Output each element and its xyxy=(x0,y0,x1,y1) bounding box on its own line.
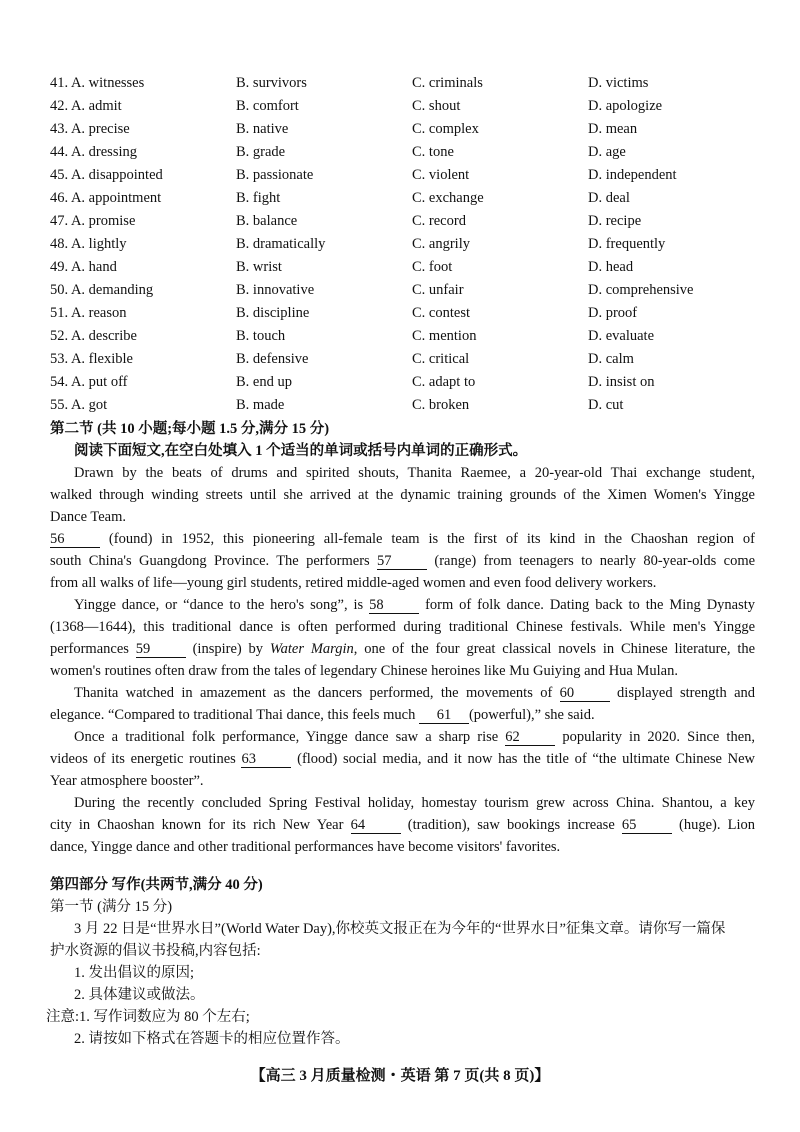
p3-line1: Yingge dance, or “dance to the hero's song”, is 58 form of folk dance. Dating back to the Ming Dynasty xyxy=(74,597,756,613)
option-c: C. tone xyxy=(412,144,454,160)
option-row xyxy=(50,279,788,302)
option-d: D. mean xyxy=(588,121,638,137)
blank-63[interactable]: 63 xyxy=(241,751,291,768)
option-row xyxy=(50,118,788,141)
option-row xyxy=(50,233,788,256)
option-b: B. fight xyxy=(236,190,281,206)
option-d: D. proof xyxy=(588,305,638,321)
option-a: 41. A. witnesses xyxy=(50,75,145,91)
task-line2: 护水资源的倡议书投稿,内容包括: xyxy=(50,943,261,959)
option-d: D. victims xyxy=(588,75,649,91)
option-row xyxy=(50,95,788,118)
task-item1: 1. 发出倡议的原因; xyxy=(74,965,195,981)
option-c: C. criminals xyxy=(412,75,483,91)
option-row xyxy=(50,164,788,187)
option-c: C. violent xyxy=(412,167,470,183)
option-a: 46. A. appointment xyxy=(50,190,162,206)
part4-heading: 第四部分 写作(共两节,满分 40 分) xyxy=(50,877,263,893)
option-d: D. head xyxy=(588,259,634,275)
option-c: C. record xyxy=(412,213,466,229)
option-d: D. deal xyxy=(588,190,630,206)
section2-instruction: 阅读下面短文,在空白处填入 1 个适当的单词或括号内单词的正确形式。 xyxy=(74,443,528,459)
option-d: D. evaluate xyxy=(588,328,655,344)
option-c: C. adapt to xyxy=(412,374,476,390)
p3-line3: performances 59 (inspire) by Water Margin, one of the four great classical novels in Chinese literature, the xyxy=(50,641,756,657)
option-row xyxy=(50,394,788,417)
option-b: B. grade xyxy=(236,144,286,160)
note-line1: 注意:1. 写作词数应为 80 个左右; xyxy=(46,1009,250,1025)
option-b: B. survivors xyxy=(236,75,307,91)
p2-line1: 56 (found) in 1952, this pioneering all-female team is the first of its kind in the Chaoshan region of xyxy=(50,531,756,547)
option-b: B. discipline xyxy=(236,305,310,321)
option-a: 50. A. demanding xyxy=(50,282,154,298)
option-c: C. exchange xyxy=(412,190,484,206)
p4-line2: elegance. “Compared to traditional Thai dance, this feels much 61 (powerful),” she said. xyxy=(50,707,595,723)
option-d: D. cut xyxy=(588,397,624,413)
task-item2: 2. 具体建议或做法。 xyxy=(74,987,205,1003)
option-d: D. insist on xyxy=(588,374,655,390)
option-row xyxy=(50,348,788,371)
section2-heading: 第二节 (共 10 小题;每小题 1.5 分,满分 15 分) xyxy=(50,421,330,437)
option-d: D. calm xyxy=(588,351,634,367)
part4-subheading: 第一节 (满分 15 分) xyxy=(50,899,173,915)
option-row xyxy=(50,325,788,348)
page-footer: 【高三 3 月质量检测・英语 第 7 页(共 8 页)】 xyxy=(250,1068,550,1084)
p5-line3: Year atmosphere booster”. xyxy=(50,773,204,789)
option-d: D. independent xyxy=(588,167,677,183)
option-a: 51. A. reason xyxy=(50,305,127,321)
option-d: D. frequently xyxy=(588,236,666,252)
p2-line2: south China's Guangdong Province. The performers 57 (range) from teenagers to nearly 80-year-olds come xyxy=(50,553,756,569)
option-a: 48. A. lightly xyxy=(50,236,127,252)
options-table xyxy=(50,72,788,417)
p6-line1: During the recently concluded Spring Festival holiday, homestay tourism grew across China. Shantou, a key xyxy=(74,795,755,811)
option-a: 47. A. promise xyxy=(50,213,136,229)
option-b: B. passionate xyxy=(236,167,314,183)
option-b: B. wrist xyxy=(236,259,282,275)
p5-line1: Once a traditional folk performance, Yingge dance saw a sharp rise 62 popularity in 2020. Since then, xyxy=(74,729,756,745)
option-c: C. angrily xyxy=(412,236,470,252)
option-b: B. comfort xyxy=(236,98,299,114)
option-a: 53. A. flexible xyxy=(50,351,133,367)
option-b: B. end up xyxy=(236,374,292,390)
option-row xyxy=(50,141,788,164)
option-b: B. made xyxy=(236,397,285,413)
option-d: D. apologize xyxy=(588,98,663,114)
blank-60[interactable]: 60 xyxy=(560,685,610,702)
option-d: D. recipe xyxy=(588,213,642,229)
p6-line3: dance, Yingge dance and other traditional performances have become visitors' favorites. xyxy=(50,839,561,855)
blank-61[interactable]: 61 xyxy=(419,707,469,724)
option-a: 54. A. put off xyxy=(50,374,128,390)
option-c: C. broken xyxy=(412,397,470,413)
blank-62[interactable]: 62 xyxy=(505,729,555,746)
option-row xyxy=(50,256,788,279)
blank-57[interactable]: 57 xyxy=(377,553,427,570)
p3-line2: (1368—1644), this traditional dance is often performed during traditional Chinese festivals. While men's Yingge xyxy=(50,619,755,635)
blank-65[interactable]: 65 xyxy=(622,817,672,834)
blank-58[interactable]: 58 xyxy=(369,597,419,614)
task-line1: 3 月 22 日是“世界水日”(World Water Day),你校英文报正在为今年的“世界水日”征集文章。请你写一篇保 xyxy=(74,921,726,937)
note-line2: 2. 请按如下格式在答题卡的相应位置作答。 xyxy=(74,1031,350,1047)
option-b: B. native xyxy=(236,121,289,137)
option-c: C. critical xyxy=(412,351,470,367)
option-b: B. balance xyxy=(236,213,298,229)
option-d: D. age xyxy=(588,144,626,160)
option-d: D. comprehensive xyxy=(588,282,694,298)
option-b: B. dramatically xyxy=(236,236,326,252)
option-b: B. innovative xyxy=(236,282,315,298)
option-c: C. foot xyxy=(412,259,453,275)
option-c: C. unfair xyxy=(412,282,464,298)
p5-line2: videos of its energetic routines 63 (flood) social media, and it now has the title of “the ultimate Chinese New xyxy=(50,751,756,767)
option-a: 52. A. describe xyxy=(50,328,137,344)
p1-line2: walked through winding streets until she arrived at the dynamic training grounds of the Ximen Women's Yingge xyxy=(50,487,755,503)
option-b: B. defensive xyxy=(236,351,309,367)
part4 xyxy=(46,874,755,1050)
p1-line1: Drawn by the beats of drums and spirited shouts, Thanita Raemee, a 20-year-old Thai exchange student, xyxy=(74,465,755,481)
option-row xyxy=(50,302,788,325)
p1-line3: Dance Team. xyxy=(50,509,127,525)
p4-line1: Thanita watched in amazement as the dancers performed, the movements of 60 displayed strength and xyxy=(74,685,756,701)
option-row xyxy=(50,371,788,394)
option-a: 42. A. admit xyxy=(50,98,122,114)
option-a: 45. A. disappointed xyxy=(50,167,163,183)
option-a: 49. A. hand xyxy=(50,259,117,275)
p3-line4: women's routines often draw from the tales of legendary Chinese heroines like Mu Guiying and Hua Mulan. xyxy=(50,663,678,679)
option-row xyxy=(50,187,788,210)
option-c: C. mention xyxy=(412,328,477,344)
option-row xyxy=(50,72,788,95)
option-a: 43. A. precise xyxy=(50,121,130,137)
option-c: C. complex xyxy=(412,121,479,137)
option-b: B. touch xyxy=(236,328,286,344)
p6-line2: city in Chaoshan known for its rich New Year 64 (tradition), saw bookings increase 65 (huge). Lion xyxy=(50,817,756,833)
blank-56[interactable]: 56 xyxy=(50,531,100,548)
p2-line3: from all walks of life—young girl students, retired middle-aged women and even food delivery workers. xyxy=(50,575,657,591)
option-a: 55. A. got xyxy=(50,397,108,413)
option-c: C. shout xyxy=(412,98,461,114)
option-c: C. contest xyxy=(412,305,470,321)
option-row xyxy=(50,210,788,233)
option-a: 44. A. dressing xyxy=(50,144,137,160)
blank-64[interactable]: 64 xyxy=(351,817,401,834)
blank-59[interactable]: 59 xyxy=(136,641,186,658)
section2 xyxy=(50,418,755,858)
